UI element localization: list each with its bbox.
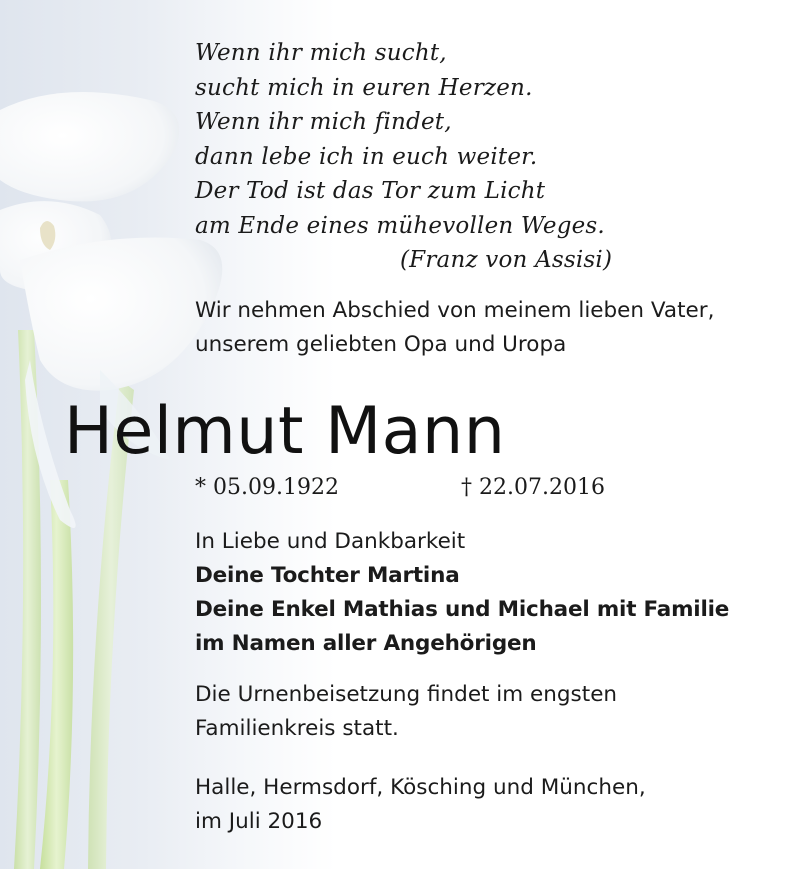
place-and-date bbox=[195, 771, 646, 839]
death-date: † 22.07.2016 bbox=[461, 475, 605, 500]
burial-note-line: Familienkreis statt. bbox=[195, 716, 399, 741]
mourner-name: Deine Enkel Mathias und Michael mit Familie bbox=[195, 597, 730, 622]
poem-quote bbox=[195, 36, 612, 278]
place-line: Halle, Hermsdorf, Kösching und München, bbox=[195, 775, 646, 800]
deceased-name: Helmut Mann bbox=[64, 394, 506, 469]
poem-line: sucht mich in euren Herzen. bbox=[195, 74, 533, 101]
farewell-intro-line: Wir nehmen Abschied von meinem lieben Vater, bbox=[195, 298, 715, 323]
poem-line: dann lebe ich in euch weiter. bbox=[195, 143, 538, 170]
poem-line: Der Tod ist das Tor zum Licht bbox=[195, 178, 546, 204]
burial-note-line: Die Urnenbeisetzung findet im engsten bbox=[195, 682, 618, 707]
burial-note bbox=[195, 678, 617, 746]
life-dates bbox=[195, 471, 605, 505]
farewell-intro bbox=[195, 294, 714, 362]
mourners-block bbox=[195, 525, 729, 661]
poem-line: Wenn ihr mich findet, bbox=[195, 109, 452, 135]
gratitude-line: In Liebe und Dankbarkeit bbox=[195, 529, 466, 554]
poem-author: (Franz von Assisi) bbox=[400, 247, 613, 273]
poem-line: Wenn ihr mich sucht, bbox=[195, 40, 447, 66]
poem-line: am Ende eines mühevollen Weges. bbox=[195, 212, 605, 239]
date-line: im Juli 2016 bbox=[195, 809, 323, 834]
farewell-intro-line: unserem geliebten Opa und Uropa bbox=[195, 332, 567, 357]
birth-date: * 05.09.1922 bbox=[195, 475, 339, 500]
mourner-name: Deine Tochter Martina bbox=[195, 563, 460, 588]
mourner-name: im Namen aller Angehörigen bbox=[195, 631, 537, 656]
